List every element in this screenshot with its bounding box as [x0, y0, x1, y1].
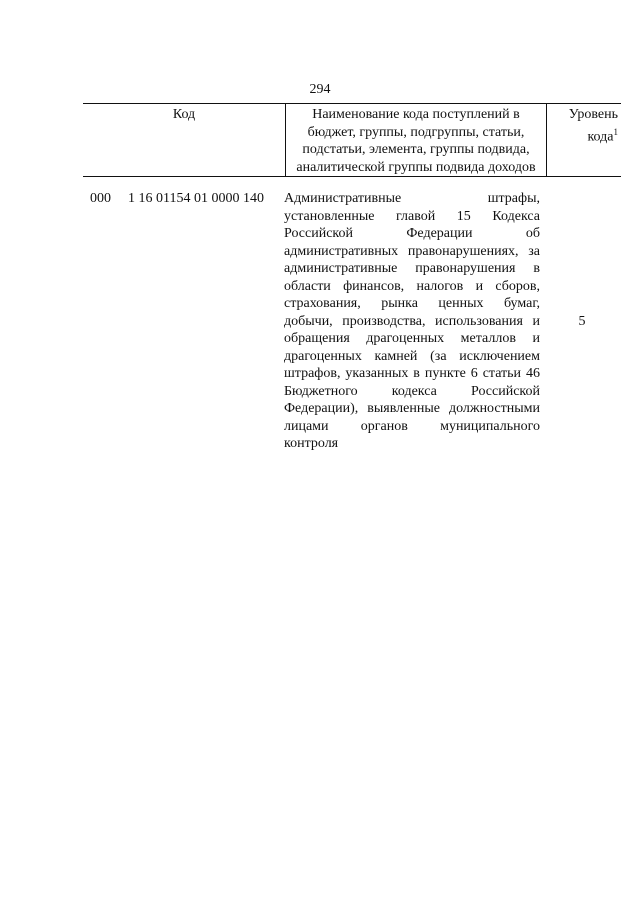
footnote-marker: 1 [613, 126, 618, 137]
header-name-line: Наименование кода поступлений в [312, 107, 520, 122]
income-description [284, 190, 540, 453]
description-line: области финансов, налогов и сборов, [284, 278, 540, 294]
admin-code: 000 [90, 191, 111, 206]
income-code: 1 16 01154 01 0000 140 [128, 191, 264, 206]
description-line: Бюджетного кодекса Российской [284, 383, 540, 399]
header-name-line: аналитической группы подвида доходов [296, 159, 536, 175]
description-line: Федерации), выявленные должностными [284, 401, 540, 416]
header-name [286, 104, 547, 177]
header-level-line1: Уровень [568, 107, 618, 122]
header-name-line: бюджет, группы, подгруппы, статьи, [307, 124, 525, 140]
description-line: драгоценных камней (за исключением [284, 348, 540, 364]
description-line: административных правонарушениях, за [284, 243, 540, 259]
description-line: контроля [284, 436, 339, 451]
description-line: установленные главой 15 Кодекса [284, 208, 540, 224]
description-line: административные правонарушения в [284, 261, 540, 276]
description-line: добычи, производства, использования и [284, 313, 540, 329]
description-line: штрафов, указанных в пункте 6 статьи 46 [284, 366, 540, 381]
header-code: Код [83, 104, 286, 177]
description-line: Административные штрафы, [284, 191, 540, 206]
header-level-line2: кода [587, 129, 614, 145]
level-value: 5 [578, 314, 586, 329]
header-level [547, 104, 622, 177]
description-line: страхования, рынка ценных бумаг, [284, 296, 540, 311]
description-line: лицами органов муниципального [284, 418, 540, 434]
description-line: обращения драгоценных металлов и [284, 331, 540, 346]
description-line: Российской Федерации об [284, 226, 540, 241]
header-name-line: подстатьи, элемента, группы подвида, [302, 142, 530, 157]
table-header [83, 103, 621, 177]
page-number: 294 [309, 82, 331, 97]
